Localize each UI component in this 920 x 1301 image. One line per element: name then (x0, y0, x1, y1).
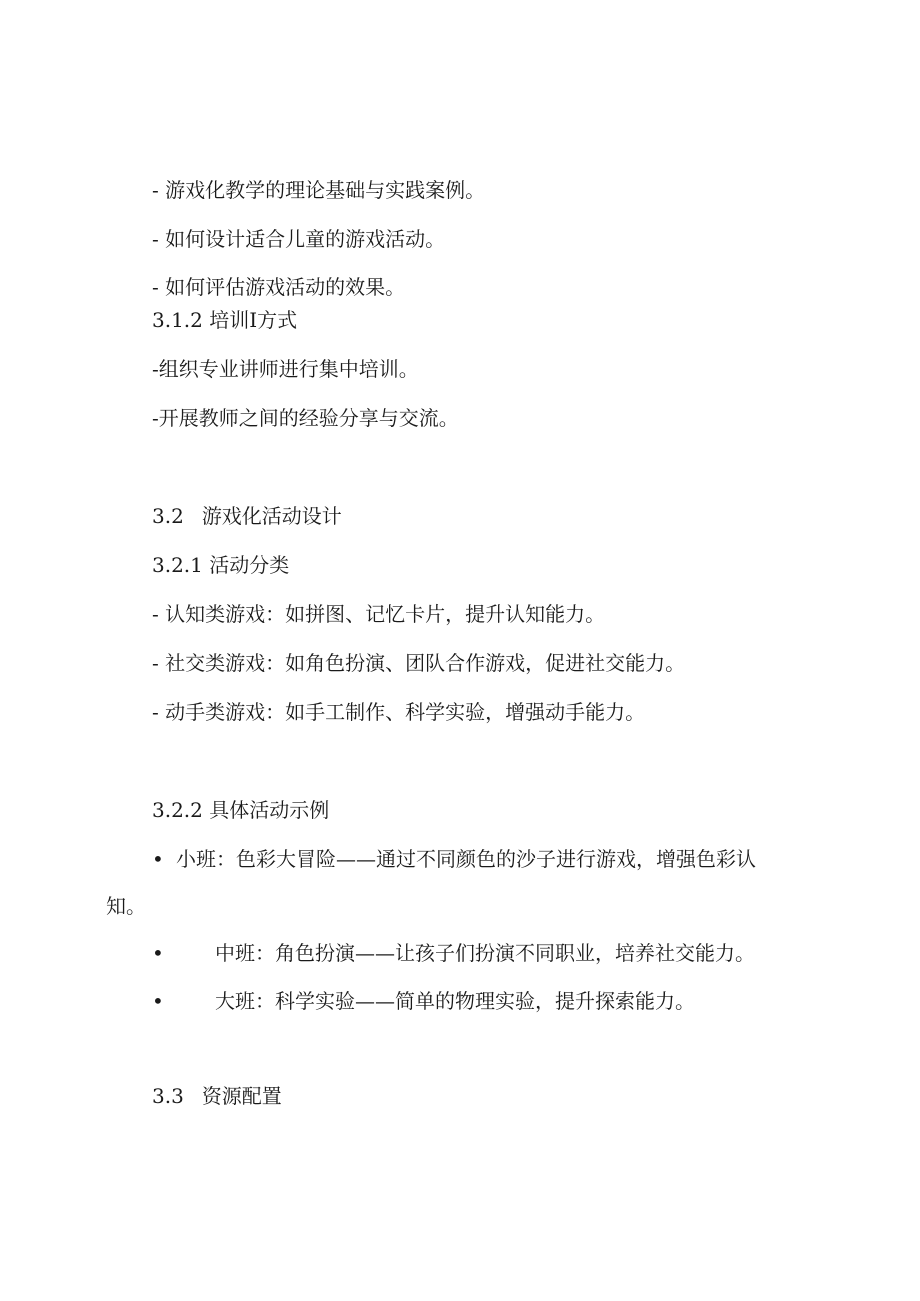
section-number: 3.3 (152, 1084, 184, 1108)
subsection-heading: 3.2.1 活动分类 (152, 553, 290, 577)
list-item: 中班：角色扮演——让孩子们扮演不同职业，培养社交能力。 (215, 941, 755, 965)
section-title: 游戏化活动设计 (201, 504, 342, 528)
list-item: -开展教师之间的经验分享与交流。 (152, 406, 459, 430)
list-item-continuation: 知。 (106, 894, 146, 918)
list-item: - 认知类游戏：如拼图、记忆卡片，提升认知能力。 (152, 602, 606, 626)
list-item: - 如何评估游戏活动的效果。 (152, 275, 406, 299)
list-item: - 社交类游戏：如角色扮演、团队合作游戏，促进社交能力。 (152, 651, 686, 675)
list-item: 小班：色彩大冒险——通过不同颜色的沙子进行游戏，增强色彩认 (176, 847, 756, 871)
list-item: 大班：科学实验——简单的物理实验，提升探索能力。 (215, 989, 695, 1013)
section-heading (152, 1082, 282, 1110)
bullet-icon: • (152, 989, 164, 1013)
list-item: -组织专业讲师进行集中培训。 (152, 357, 419, 381)
bullet-icon: • (152, 941, 164, 965)
section-title: 资源配置 (201, 1084, 282, 1108)
bullet-icon: • (152, 847, 164, 871)
list-item: - 游戏化教学的理论基础与实践案例。 (152, 178, 486, 202)
subsection-heading: 3.1.2 培训I方式 (152, 308, 298, 332)
list-item: - 动手类游戏：如手工制作、科学实验，增强动手能力。 (152, 700, 646, 724)
subsection-heading: 3.2.2 具体活动示例 (152, 798, 330, 822)
section-number: 3.2 (152, 504, 184, 528)
section-heading (152, 502, 342, 530)
list-item: - 如何设计适合儿童的游戏活动。 (152, 227, 446, 251)
